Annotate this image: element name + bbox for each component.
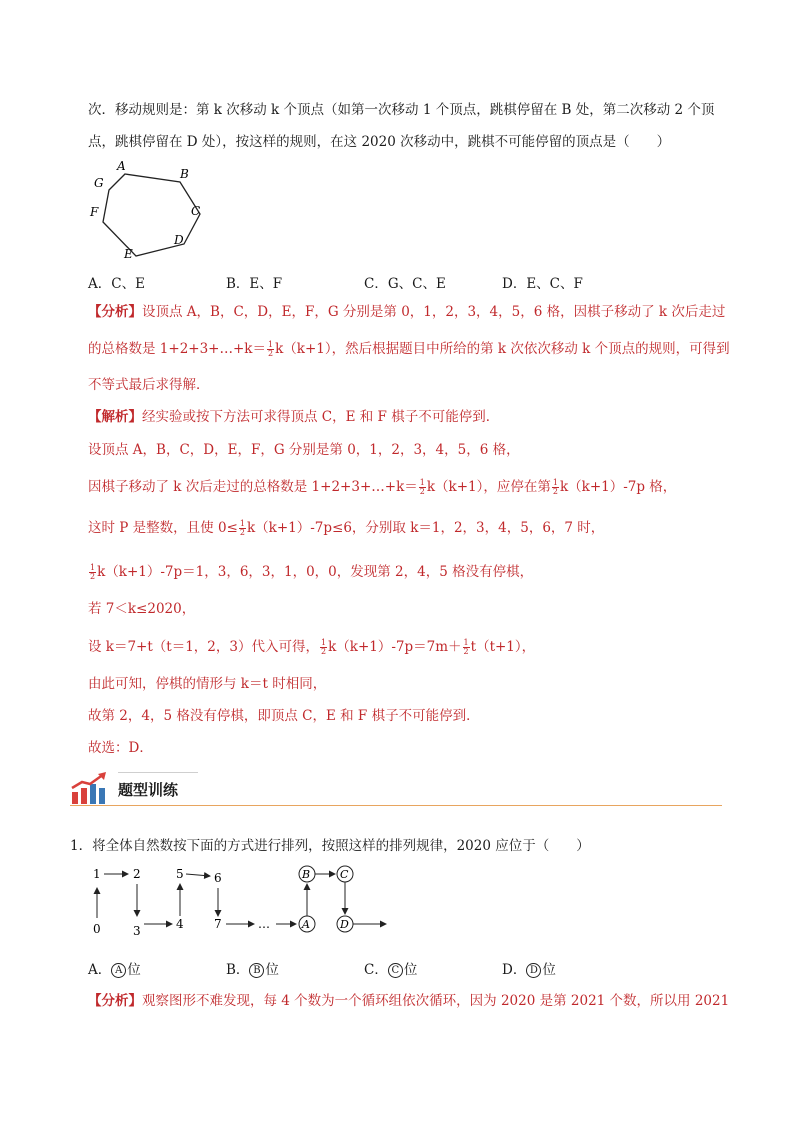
- q1-stem: 1．将全体自然数按下面的方式进行排列，按照这样的排列规律，2020 应位于（ ）: [70, 838, 590, 854]
- problem-line-1: 次．移动规则是：第 k 次移动 k 个顶点（如第一次移动 1 个顶点，跳棋停留在 B 处，第二次移动 2 个顶: [88, 102, 715, 118]
- ellipsis: …: [258, 917, 270, 931]
- solution-line-4: 这时 P 是整数，且使 0≤ $\frac{1}{2}$ k（k+1）-7p≤6，分别取 k＝1，2，3，4，5，6，7 时，: [88, 519, 605, 537]
- num-2: 2: [133, 867, 141, 881]
- section-rule: [70, 805, 722, 806]
- q1-option-c[interactable]: C． C 位: [364, 962, 418, 978]
- vertex-label-c: C: [191, 204, 201, 218]
- option-a[interactable]: A．C、E: [88, 276, 145, 292]
- section-header: [70, 768, 722, 808]
- section-title: 题型训练: [118, 781, 179, 799]
- option-c[interactable]: C．G、C、E: [364, 276, 446, 292]
- analysis-line-3: 不等式最后求得解．: [88, 377, 210, 393]
- option-b[interactable]: B．E、F: [226, 276, 283, 292]
- vertex-label-b: B: [180, 167, 189, 181]
- vertex-label-e: E: [124, 247, 133, 261]
- num-3: 3: [133, 924, 141, 938]
- analysis-line-2: 的总格数是 1+2+3+…+k＝ $\frac{1}{2}$ k（k+1），然后根据题目中所给的第 k 次依次移动 k 个顶点的规则，可得到: [88, 340, 730, 358]
- circle-b: B: [302, 868, 311, 881]
- solution-line-1: 【解析】经实验或按下方法可求得顶点 C，E 和 F 棋子不可能停到．: [88, 409, 500, 425]
- solution-line-10: 故选：D．: [88, 740, 153, 756]
- analysis-line-1: 【分析】设顶点 A，B，C，D，E，F，G 分别是第 0，1，2，3，4，5，6 格，因棋子移动了 k 次后走过: [88, 304, 726, 320]
- solution-line-8: 由此可知，停棋的情形与 k＝t 时相同，: [88, 676, 327, 692]
- section-top-rule: [118, 772, 198, 773]
- solution-line-9: 故第 2，4，5 格没有停棋，即顶点 C，E 和 F 棋子不可能停到．: [88, 708, 480, 724]
- number-arrangement-diagram: [86, 860, 396, 940]
- solution-line-6: 若 7＜k≤2020，: [88, 601, 196, 617]
- num-7: 7: [214, 917, 222, 931]
- solution-line-7: 设 k＝7+t（t＝1，2，3）代入可得， $\frac{1}{2}$ k（k+1）-7p＝7m＋ $\frac{1}{2}$ t（t+1），: [88, 638, 536, 656]
- vertex-label-f: F: [90, 205, 99, 219]
- circle-c: C: [340, 868, 349, 881]
- vertex-label-g: G: [94, 176, 104, 190]
- heptagon-figure: [86, 156, 216, 264]
- solution-line-2: 设顶点 A，B，C，D，E，F，G 分别是第 0，1，2，3，4，5，6 格，: [88, 442, 520, 458]
- q1-option-d[interactable]: D． D 位: [502, 962, 556, 978]
- q1-option-a[interactable]: A． A 位: [88, 962, 141, 978]
- fraction-half: $\frac{1}{2}$: [268, 340, 274, 358]
- vertex-label-a: A: [117, 159, 126, 173]
- circle-d: D: [340, 918, 349, 931]
- circle-a: A: [302, 918, 310, 931]
- bar-chart-icon: [70, 772, 110, 806]
- num-4: 4: [176, 917, 184, 931]
- problem-line-2: 点，跳棋停留在 D 处），按这样的规则，在这 2020 次移动中，跳棋不可能停留的顶点是（ ）: [88, 134, 671, 150]
- option-d[interactable]: D．E、C、F: [502, 276, 583, 292]
- num-6: 6: [214, 871, 222, 885]
- solution-line-3: 因棋子移动了 k 次后走过的总格数是 1+2+3+…+k＝ $\frac{1}{2}$ k（k+1），应停在第 $\frac{1}{2}$ k（k+1）-7p 格，: [88, 478, 677, 496]
- num-1: 1: [93, 867, 101, 881]
- num-5: 5: [176, 867, 184, 881]
- vertex-label-d: D: [174, 233, 184, 247]
- num-0: 0: [93, 922, 101, 936]
- solution-line-5: $\frac{1}{2}$ k（k+1）-7p＝1，3，6，3，1，0，0，发现第 2，4，5 格没有停棋，: [90, 563, 534, 581]
- q1-option-b[interactable]: B． B 位: [226, 962, 279, 978]
- q1-analysis: 【分析】观察图形不难发现，每 4 个数为一个循环组依次循环，因为 2020 是第 2021 个数，所以用 2021: [88, 993, 730, 1009]
